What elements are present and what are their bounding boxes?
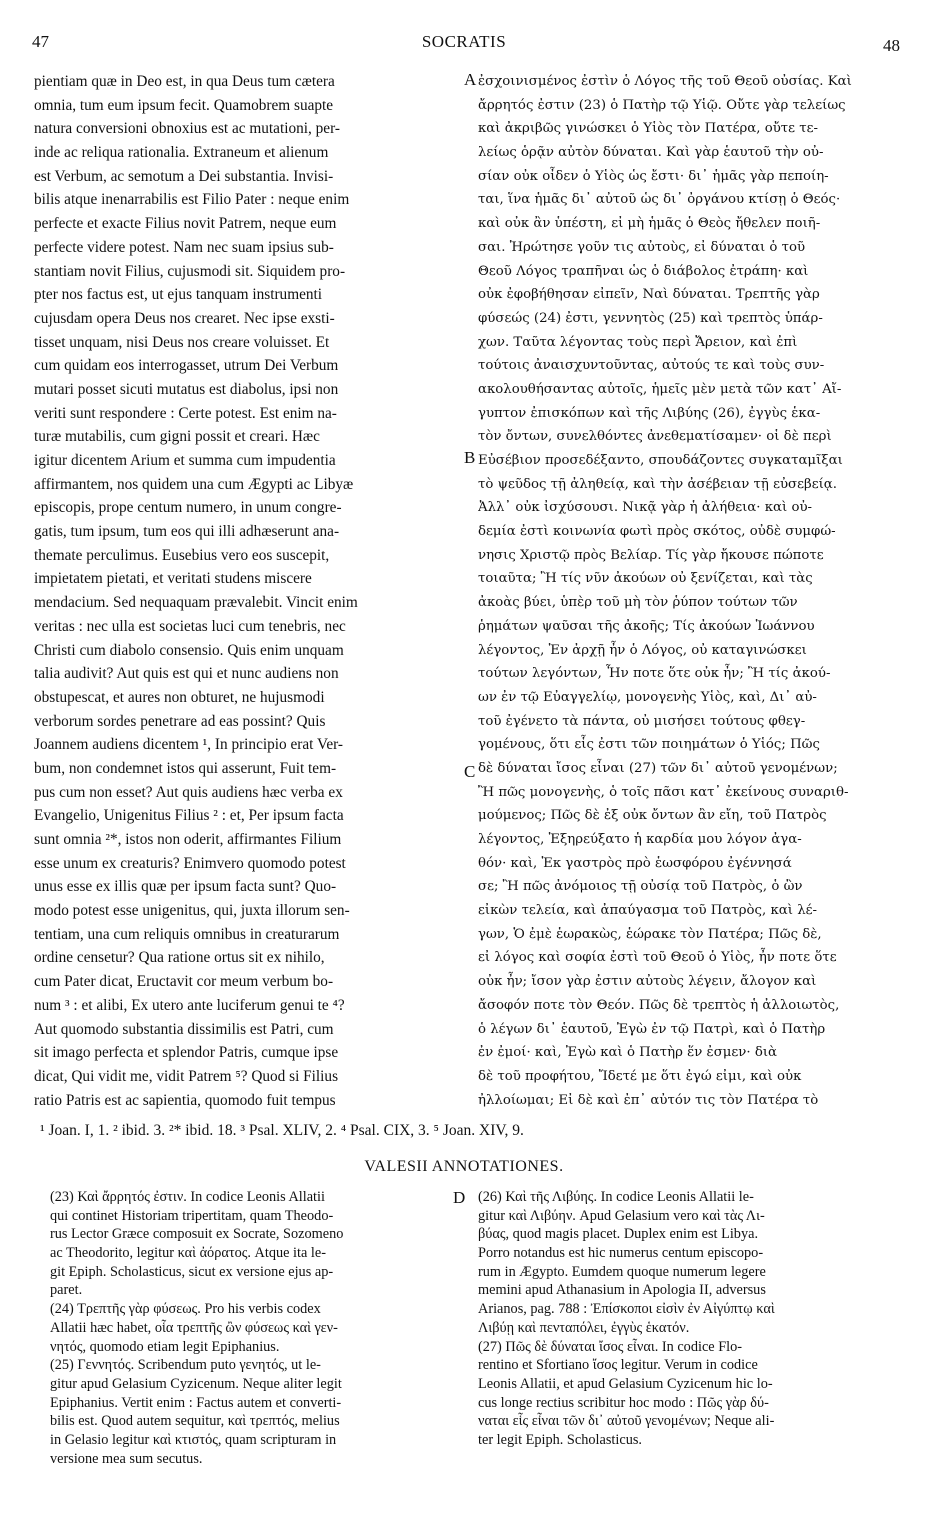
latin-text-line: num ³ : et alibi, Ex utero ante luciferum genui te ⁴?	[34, 996, 345, 1014]
greek-text-line: εἰ λόγος καὶ σοφία ἐστὶ τοῦ Θεοῦ ὁ Υἱὸς, ἦν ποτε ὅτε	[478, 950, 837, 966]
greek-text-line: τοιαῦτα; Ἢ τίς νῦν ἀκούων οὐ ξενίζεται, καὶ τὰς	[478, 571, 813, 587]
greek-text-line: ἀκοὰς βύει, ὑπὲρ τοῦ μὴ τὸν ῥύπον τούτων τῶν	[478, 595, 798, 611]
latin-column	[34, 70, 460, 1118]
latin-text-line: episcopis, prope centum numero, in unum congre-	[34, 499, 342, 517]
annotations-title: VALESII ANNOTATIONES.	[364, 1158, 564, 1175]
latin-text-line: perfecte et exacte Filius novit Patrem, neque eum	[34, 215, 337, 233]
greek-text-line: ἐν ἐμοί· καὶ, Ἐγὼ καὶ ὁ Πατὴρ ἕν ἐσμεν· διὰ	[478, 1045, 778, 1061]
latin-text-line: gatis, tum ipsum, tum eos qui illi adhæserunt ana-	[34, 523, 340, 541]
latin-text-line: cum quidam eos interrogasset, utrum Dei Verbum	[34, 357, 339, 375]
greek-text-line: καὶ ἀκριβῶς γινώσκει ὁ Υἱὸς τὸν Πατέρα, οὔτε τε-	[478, 121, 818, 137]
greek-text-line: Ἀλλ᾽ οὐκ ἰσχύσουσι. Νικᾷ γὰρ ἡ ἀλήθεια· καὶ οὐ-	[478, 500, 813, 516]
latin-text-line: veritas : nec ulla est societas luci cum tenebris, nec	[34, 617, 346, 635]
greek-text-line: Ἢ πῶς μονογενὴς, ὁ τοῖς πᾶσι κατ᾽ ἐκείνους συναριθ-	[478, 784, 849, 800]
latin-text-line: dicat, Qui vidit me, vidit Patrem ⁵? Quod si Filius	[34, 1067, 339, 1085]
greek-text-line: τούτων λεγόντων, Ἦν ποτε ὅτε οὐκ ἦν; Ἢ τίς ἀκού-	[478, 666, 831, 682]
section-marker-c: C	[464, 762, 476, 781]
latin-text-line: cum Pater dicat, Eructavit cor meum verbum bo-	[34, 973, 334, 991]
annotation-line: Porro notandus est hic numerus centum episcopo-	[478, 1245, 764, 1262]
latin-text-line: pus cum non esset? Aut quis audiens hæc verba ex	[34, 783, 343, 801]
greek-text-line: λέγοντος, Ἐξηρεύξατο ἡ καρδία μου λόγον ἀγα-	[478, 832, 802, 847]
annotation-line: rus Lector Græce composuit ex Socrate, Sozomeno	[50, 1226, 344, 1243]
greek-text-line: σε; Ἢ πῶς ἀνόμοιος τῇ οὐσίᾳ τοῦ Πατρὸς, ὁ ὢν	[478, 879, 803, 895]
greek-text-line: δὲ δύναται ἴσος εἶναι (27) τῶν δι᾽ αὐτοῦ γενομένων;	[478, 760, 838, 776]
latin-text-line: impietatem pietati, et veritati studens miscere	[34, 570, 312, 588]
annotation-line: paret.	[50, 1282, 83, 1299]
annotation-line: memini apud Athanasium in Apologia II, adversus	[478, 1282, 766, 1299]
latin-text-line: inde ac reliqua rationalia. Extraneum et alienum	[34, 144, 329, 162]
greek-text-line: τούτοις ἀναισχυντοῦντας, αὐτούς τε καὶ τοὺς συν-	[478, 358, 825, 374]
latin-text-line: natura conversioni obnoxius est ac mutationi, per-	[34, 120, 340, 138]
greek-text-line: Εὐσέβιον προσεδέξαντο, σπουδάζοντες συγκαταμῖξαι	[478, 453, 843, 468]
section-marker-a: A	[464, 70, 477, 89]
annotation-line: in Gelasio legitur καὶ κτιστός, quam scripturam in	[50, 1431, 337, 1448]
annotation-line: (25) Γεννητός. Scribendum puto γενητός, ut le-	[50, 1357, 321, 1374]
annotation-line: (27) Πῶς δὲ δύναται ἴσος εἶναι. In codice Flo-	[478, 1338, 743, 1355]
latin-text-line: ordine censetur? Qua ratione ortus sit ex nihilo,	[34, 949, 325, 967]
greek-text-line: γυπτον ἐπισκόπων καὶ τῆς Λιβύης (26), ἐγγὺς ἑκα-	[478, 405, 821, 421]
latin-text-line: cujusdam opera Deus nos crearet. Nec ipse exsti-	[34, 309, 335, 327]
annotation-line: Λιβύῃ καὶ πενταπόλει, ἐγγὺς ἑκατόν.	[478, 1319, 690, 1336]
annotation-line: Arianos, pag. 788 : Ἐπίσκοποι εἰσὶν ἐν Αἰγύπτῳ καὶ	[478, 1301, 775, 1318]
latin-text-line: Joannem audiens dicentem ¹, In principio erat Ver-	[34, 736, 343, 754]
latin-text-line: talia audivit? Aut quis est qui et nunc audiens non	[34, 665, 339, 683]
latin-text-line: themate perculimus. Eusebius vero eos suscepit,	[34, 546, 330, 564]
greek-text-line: σίαν οὐκ οἶδεν ὁ Υἱὸς ὡς ἔστι· δι᾽ ἡμᾶς γὰρ πεποίη-	[478, 168, 829, 184]
annotation-line: rentino et Sfortiano ἴσος legitur. Verum in codice	[478, 1357, 758, 1374]
greek-text-line: εἰκὼν τελεία, καὶ ἀπαύγασμα τοῦ Πατρὸς, καὶ λέ-	[478, 903, 817, 919]
latin-text-line: pter nos factus est, ut ejus tanquam instrumenti	[34, 286, 323, 304]
section-marker-b: B	[464, 448, 476, 467]
greek-text-line: καὶ οὐκ ἂν ὑπέστη, εἰ μὴ ἡμᾶς ὁ Θεὸς ἤθελεν ποιῆ-	[478, 216, 821, 232]
latin-text-line: sit imago perfecta et splendor Patris, cumque ipse	[34, 1044, 339, 1062]
greek-text-line: οὐκ ἐφοβήθησαν εἰπεῖν, Ναὶ δύναται. Τρεπτῆς γὰρ	[478, 287, 820, 303]
annotation-line: ναται εἷς εἶναι τῶν δι᾽ αὐτοῦ γενομένων; Neque ali-	[478, 1413, 775, 1430]
latin-text-line: pientiam quæ in Deo est, in qua Deus tum cætera	[34, 73, 335, 90]
greek-text-line: τὸν ὄντων, συνελθόντες ἀνεθεματίσαμεν· οἱ δὲ περὶ	[478, 429, 832, 445]
latin-text-line: obstupescat, et aures non obturet, ne hujusmodi	[34, 688, 325, 706]
greek-text-line: ἠλλοίωμαι; Εἰ δὲ καὶ ἐπ᾽ αὐτόν τις τὸν Πατέρα τὸ	[478, 1092, 819, 1108]
greek-text-line: ῥημάτων ψαῦσαι τῆς ἀκοῆς; Τίς ἀκούων Ἰωάννου	[478, 618, 815, 634]
annotation-line: (26) Καὶ τῆς Λιβύης. In codice Leonis Allatii le-	[478, 1189, 754, 1205]
greek-text-line: φύσεώς (24) ἐστι, γεννητὸς (25) καὶ τρεπτὸς ὑπάρ-	[478, 310, 823, 326]
latin-text-line: tentiam, una cum reliquis omnibus in creaturarum	[34, 925, 340, 943]
greek-text-line: τὸ ψεῦδος τῇ ἀληθείᾳ, καὶ τὴν ἀσέβειαν τῇ εὐσεβείᾳ.	[478, 476, 838, 492]
annotation-line: qui continet Historiam tripertitam, quam Theodo-	[50, 1207, 334, 1224]
latin-text-line: affirmantem, nos quidem una cum Ægypti ac Libyæ	[34, 475, 354, 493]
latin-text-line: verborum sordes penetrare ad eas possint? Quis	[34, 712, 326, 730]
greek-text-line: νησις Χριστῷ πρὸς Βελίαρ. Τίς γὰρ ἤκουσε πώποτε	[478, 547, 824, 563]
latin-text-line: sunt omnia ²*, istos non oderit, affirmantes Filium	[34, 831, 342, 848]
greek-text-line: δεμία ἐστὶ κοινωνία φωτὶ πρὸς σκότος, οὐδὲ συμφώ-	[478, 524, 836, 540]
annotation-line: βύας, quod magis placet. Duplex enim est Libya.	[478, 1226, 759, 1243]
greek-text-line: οὐκ ἦν; ἴσον γὰρ ἐστιν αὐτοὺς λέγειν, ἄλογον καὶ	[478, 974, 817, 990]
greek-text-line: δὲ τοῦ προφήτου, Ἴδετέ με ὅτι ἐγώ εἰμι, καὶ οὐκ	[478, 1068, 802, 1084]
latin-text-line: stantiam novit Filius, cujusmodi sit. Siquidem pro-	[34, 262, 346, 280]
annotation-line: versione mea sum secutus.	[50, 1450, 203, 1467]
latin-text-line: bum, non condemnet istos qui asserunt, Fuit tem-	[34, 759, 337, 777]
greek-text-line: ακολουθήσαντας αὐτοῖς, ἡμεῖς μὲν μετὰ τῶν κατ᾽ Αἴ-	[478, 381, 842, 397]
annotation-line: Allatii hæc habet, οἷα τρεπτῆς ὢν φύσεως καὶ γεν-	[50, 1319, 338, 1336]
latin-text-line: tisset unquam, nisi Deus nos creare voluisset. Et	[34, 333, 330, 351]
greek-text-line: ἄσοφόν ποτε τὸν Θεόν. Πῶς δὲ τρεπτὸς ἡ ἀλλοιωτὸς,	[478, 997, 840, 1013]
latin-text-line: est Verbum, ac semotum a Dei substantia. Invisi-	[34, 167, 334, 185]
latin-text-line: bilis atque inenarrabilis est Filio Pater : neque enim	[34, 191, 350, 209]
greek-text-line: θόν· καὶ, Ἐκ γαστρὸς πρὸ ἑωσφόρου ἐγέννησά	[478, 855, 792, 871]
annotation-line: ter legit Epiph. Scholasticus.	[478, 1431, 642, 1448]
annotation-line: νητός, quomodo etiam legit Epiphanius.	[50, 1338, 280, 1355]
greek-text-line: ἄρρητός ἐστιν (23) ὁ Πατὴρ τῷ Υἱῷ. Οὔτε γὰρ τελείως	[478, 97, 846, 113]
latin-text-line: mutari posset sicuti mutatus est diabolus, ipsi non	[34, 380, 339, 398]
annotation-line: (24) Τρεπτῆς γὰρ φύσεως. Pro his verbis codex	[50, 1301, 321, 1318]
page-number-left: 47	[32, 32, 49, 51]
latin-text-line: modo potest esse unigenitus, qui, juxta illorum sen-	[34, 902, 350, 920]
latin-text-line: veriti sunt respondere : Certe potest. Est enim na-	[34, 404, 337, 422]
greek-text-line: γων, Ὁ ἐμὲ ἑωρακὼς, ἑώρακε τὸν Πατέρα; Πῶς δὲ,	[478, 926, 822, 942]
latin-text-line: ratio Patris est ac sapientia, quomodo fuit tempus	[34, 1091, 336, 1109]
greek-text-line: τοῦ ἐγένετο τὰ πάντα, οὐ μισήσει τούτους φθεγ-	[478, 713, 806, 729]
greek-text-line: ται, ἵνα ἡμᾶς δι᾽ αὐτοῦ ὡς δι᾽ ὀργάνου κτίσῃ ὁ Θεός·	[478, 192, 841, 208]
latin-text-line: turæ mutabilis, cum gigni possit et creari. Hæc	[34, 428, 320, 446]
greek-text-line: λέγοντος, Ἐν ἀρχῇ ἦν ὁ Λόγος, οὐ καταγινώσκει	[478, 642, 807, 658]
latin-text-line: Aut quomodo substantia dissimilis est Patri, cum	[34, 1020, 334, 1038]
annotation-line: gitur καὶ Λιβύην. Apud Gelasium vero καὶ τὰς Λι-	[478, 1207, 765, 1224]
annotation-line: Leonis Allatii, et apud Gelasium Cyzicenum hic lo-	[478, 1375, 773, 1392]
greek-column	[478, 70, 908, 1118]
annotation-line: bilis est. Quod autem sequitur, καὶ τρεπτός, melius	[50, 1413, 340, 1430]
annotation-line: (23) Καὶ ἄρρητός ἐστιν. In codice Leonis Allatii	[50, 1189, 325, 1205]
section-marker-d: D	[453, 1188, 466, 1207]
page-header	[0, 32, 928, 62]
annotation-line: ac Theodorito, legitur καὶ ἀόρατος. Atque ita le-	[50, 1245, 326, 1262]
greek-text-line: ὁ λέγων δι᾽ ἑαυτοῦ, Ἐγὼ ἐν τῷ Πατρὶ, καὶ ὁ Πατὴρ	[478, 1021, 826, 1037]
greek-text-line: γομένους, ὅτι εἷς ἐστι τῶν ποιημάτων ὁ Υἱός; Πῶς	[478, 737, 820, 753]
page-number-right: 48	[883, 36, 900, 55]
latin-text-line: Evangelio, Unigenitus Filius ² : et, Per ipsum facta	[34, 807, 344, 825]
latin-text-line: unus esse ex illis quæ per ipsum facta sunt? Quo-	[34, 878, 337, 896]
annotations-left-column	[50, 1188, 445, 1540]
greek-text-line: μούμενος; Πῶς δὲ ἐξ οὐκ ὄντων ἂν εἴη, τοῦ Πατρὸς	[478, 808, 827, 824]
greek-text-line: λείως ὁρᾷν αὐτὸν δύναται. Καὶ γὰρ ἑαυτοῦ τὴν οὐ-	[478, 145, 824, 161]
annotation-line: gitur apud Gelasium Cyzicenum. Neque aliter legit	[50, 1375, 342, 1392]
latin-text-line: mendacium. Sed nequaquam prævalebit. Vincit enim	[34, 594, 358, 612]
annotation-line: cus longe rectius scribitur hoc modo : Πῶς γὰρ δύ-	[478, 1394, 769, 1411]
annotations-right-column	[478, 1188, 910, 1540]
greek-text-line: ἐσχοινισμένος ἐστὶν ὁ Λόγος τῆς τοῦ Θεοῦ οὐσίας. Καὶ	[478, 74, 852, 89]
latin-text-line: igitur dicentem Arium et summa cum impudentia	[34, 452, 336, 469]
annotation-line: git Epiph. Scholasticus, sicut ex versione ejus ap-	[50, 1263, 334, 1280]
annotation-line: rum in Ægypto. Eumdem quoque numerum legere	[478, 1263, 766, 1280]
annotation-line: Epiphanius. Vertit enim : Factus autem et converti-	[50, 1394, 342, 1411]
latin-text-line: Christi cum diabolo consensio. Quis enim unquam	[34, 641, 344, 659]
latin-text-line: esse unum ex creaturis? Enimvero quomodo potest	[34, 854, 346, 872]
greek-text-line: χων. Ταῦτα λέγοντας τοὺς περὶ Ἄρειον, καὶ ἐπὶ	[478, 334, 798, 350]
latin-text-line: omnia, tum eum ipsum fecit. Quamobrem suapte	[34, 96, 334, 114]
footnotes: ¹ Joan. I, 1. ² ibid. 3. ²* ibid. 18. ³ Psal. XLIV, 2. ⁴ Psal. CIX, 3. ⁵ Joan. XIV, 9.	[40, 1122, 524, 1139]
greek-text-line: Θεοῦ Λόγος τραπῆναι ὡς ὁ διάβολος ἐτράπη· καὶ	[478, 263, 809, 279]
greek-text-line: σαι. Ἠρώτησε γοῦν τις αὐτοὺς, εἰ δύναται ὁ τοῦ	[478, 239, 806, 255]
latin-text-line: perfecte videre potest. Nam nec suam ipsius sub-	[34, 238, 334, 256]
greek-text-line: ων ἐν τῷ Εὐαγγελίῳ, μονογενὴς Υἱὸς, καὶ, Δι᾽ αὐ-	[478, 689, 817, 705]
running-title: SOCRATIS	[421, 32, 507, 51]
